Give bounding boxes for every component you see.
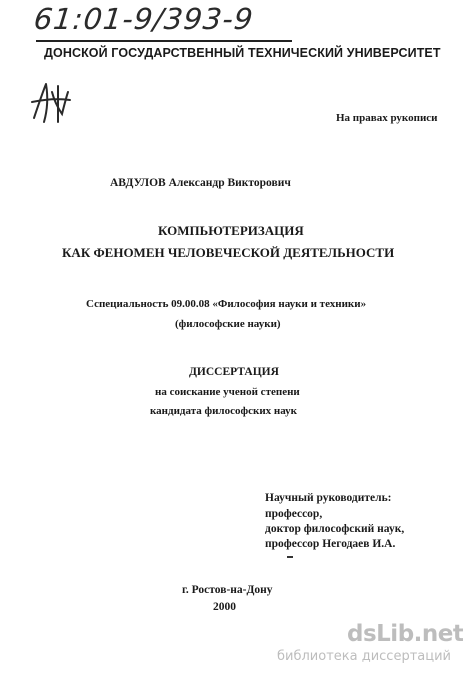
signature-icon — [28, 78, 74, 130]
archive-number: 61:01-9/393-9 — [32, 2, 256, 36]
author-name: АВДУЛОВ Александр Викторович — [110, 177, 291, 189]
year: 2000 — [213, 601, 236, 613]
ink-smudge — [287, 556, 293, 558]
degree-purpose-line1: на соискание ученой степени — [155, 386, 300, 398]
rights-note: На правах рукописи — [336, 112, 438, 124]
supervisor-line3: профессор Негодаев И.А. — [265, 538, 396, 550]
thesis-title-line1: КОМПЬЮТЕРИЗАЦИЯ — [158, 223, 304, 238]
degree-purpose-line2: кандидата философских наук — [150, 405, 298, 417]
watermark-caption: библиотека диссертаций — [277, 649, 451, 664]
archive-underline — [36, 40, 292, 42]
watermark-logo: dsLib.net — [347, 621, 463, 647]
supervisor-label: Научный руководитель: — [265, 492, 392, 504]
city: г. Ростов-на-Дону — [182, 584, 273, 596]
specialty-note: (философские науки) — [175, 318, 281, 330]
thesis-title-line2: КАК ФЕНОМЕН ЧЕЛОВЕЧЕСКОЙ ДЕЯТЕЛЬНОСТИ — [62, 245, 395, 260]
supervisor-line2: доктор философский наук, — [265, 523, 405, 535]
supervisor-line1: профессор, — [265, 508, 323, 520]
specialty-line: Сспециальность 09.00.08 «Философия науки и техники» — [86, 298, 367, 310]
document-type: ДИССЕРТАЦИЯ — [189, 366, 279, 378]
university-name: ДОНСКОЙ ГОСУДАРСТВЕННЫЙ ТЕХНИЧЕСКИЙ УНИВЕРСИТЕТ — [44, 46, 441, 60]
